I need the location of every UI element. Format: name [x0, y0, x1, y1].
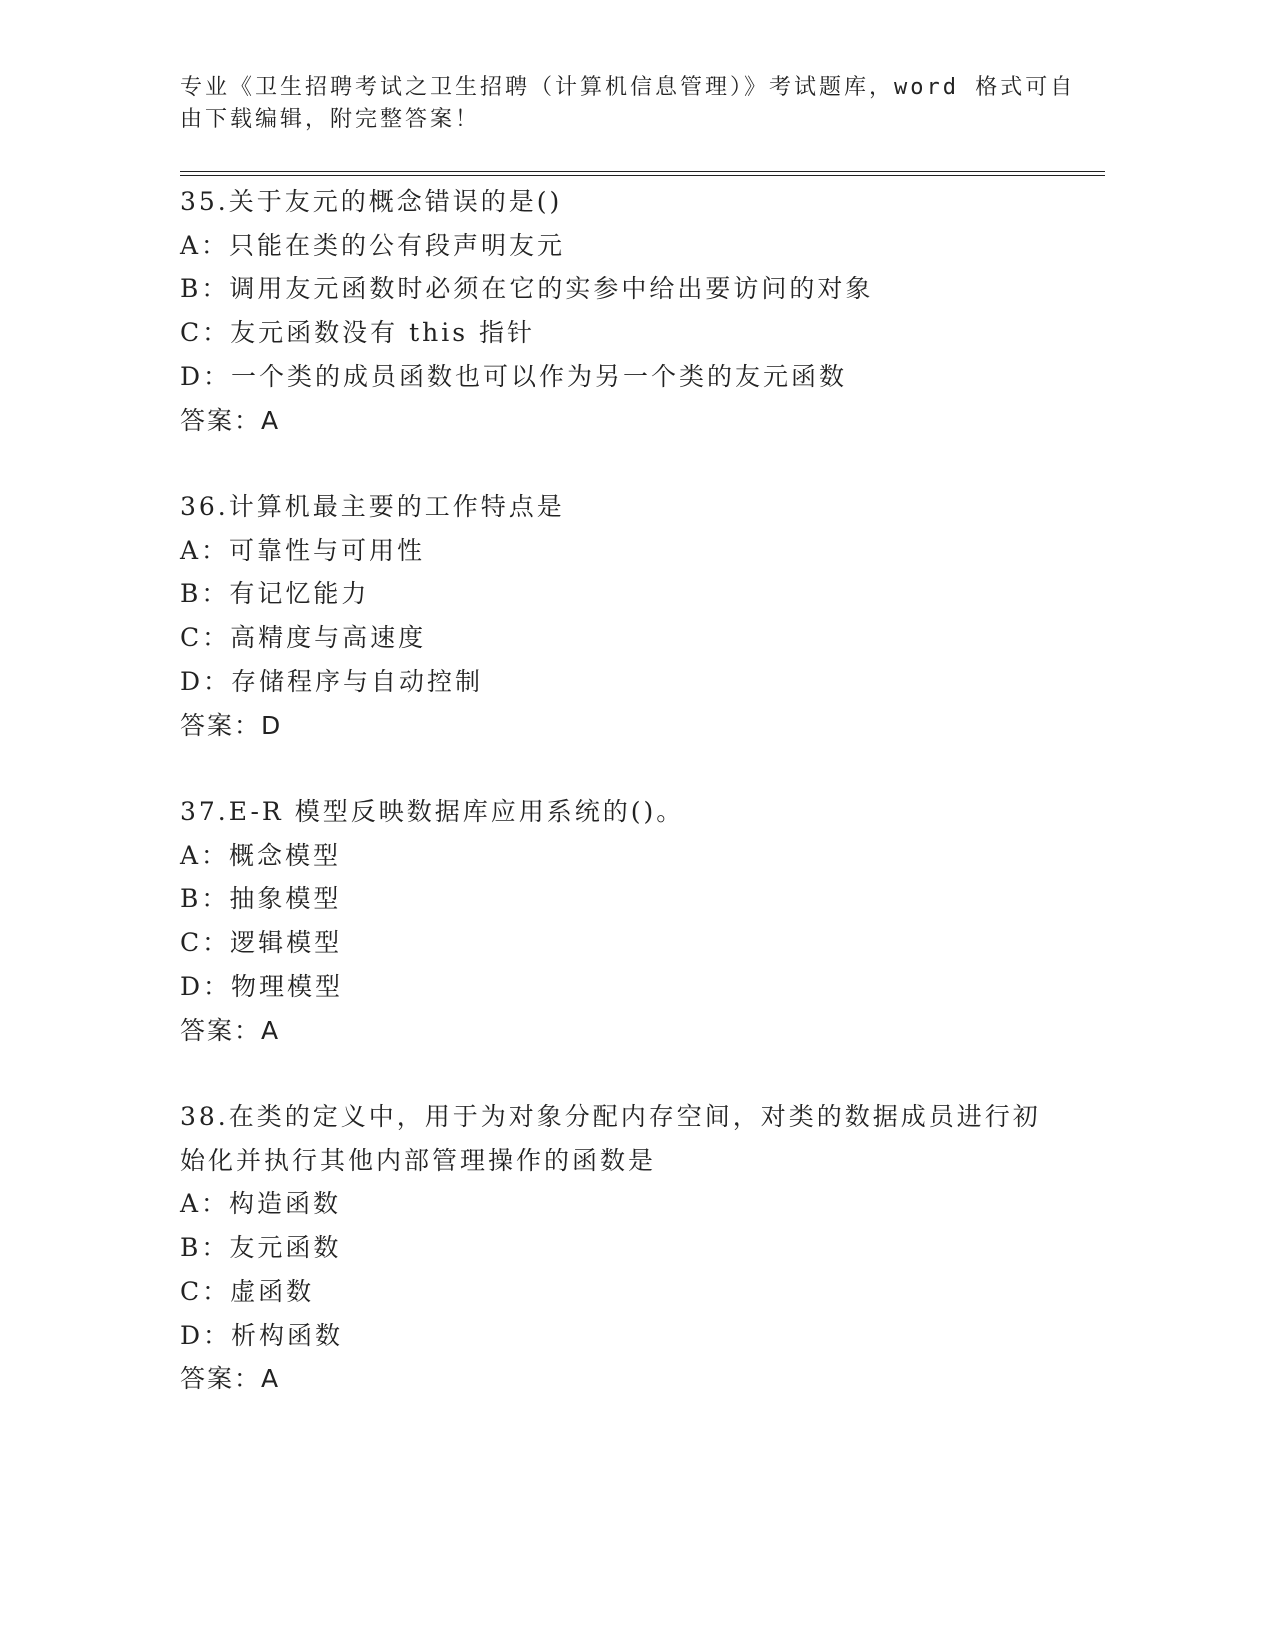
answer-label: 答案：A — [180, 1364, 281, 1394]
question-stem-line-2: 始化并执行其他内部管理操作的函数是 — [180, 1145, 657, 1175]
question-37 — [180, 790, 1080, 1052]
option-d: D：一个类的成员函数也可以作为另一个类的友元函数 — [180, 361, 848, 391]
header-line-2: 由下载编辑，附完整答案！ — [180, 107, 481, 132]
option-a: A：构造函数 — [180, 1189, 342, 1219]
option-b: B：抽象模型 — [180, 884, 342, 914]
header-divider-top — [180, 171, 1105, 172]
option-a: A：概念模型 — [180, 840, 342, 870]
document-header — [180, 72, 1080, 136]
option-c: C：友元函数没有 this 指针 — [180, 318, 535, 348]
option-c: C：虚函数 — [180, 1276, 315, 1306]
question-stem-line-1: 38.在类的定义中，用于为对象分配内存空间，对类的数据成员进行初 — [180, 1102, 1041, 1131]
header-line-1: 专业《卫生招聘考试之卫生招聘（计算机信息管理）》考试题库，word 格式可自 — [180, 75, 1076, 100]
option-b: B：友元函数 — [180, 1233, 342, 1263]
option-d: D：析构函数 — [180, 1320, 344, 1350]
option-a: A：只能在类的公有段声明友元 — [180, 230, 566, 260]
question-35 — [180, 180, 1080, 442]
question-36 — [180, 485, 1080, 747]
answer-label: 答案：D — [180, 710, 283, 740]
question-stem: 37.E-R 模型反映数据库应用系统的()。 — [180, 797, 685, 826]
option-d: D：存储程序与自动控制 — [180, 666, 484, 696]
question-38 — [180, 1095, 1080, 1401]
question-stem: 36.计算机最主要的工作特点是 — [180, 492, 565, 521]
option-b: B：调用友元函数时必须在它的实参中给出要访问的对象 — [180, 274, 874, 304]
option-b: B：有记忆能力 — [180, 579, 370, 609]
option-d: D：物理模型 — [180, 971, 344, 1001]
option-c: C：高精度与高速度 — [180, 623, 427, 653]
header-divider-bottom — [180, 175, 1105, 176]
question-stem: 35.关于友元的概念错误的是() — [180, 187, 563, 216]
answer-label: 答案：A — [180, 1015, 281, 1045]
option-a: A：可靠性与可用性 — [180, 535, 426, 565]
option-c: C：逻辑模型 — [180, 928, 343, 958]
answer-label: 答案：A — [180, 405, 281, 435]
